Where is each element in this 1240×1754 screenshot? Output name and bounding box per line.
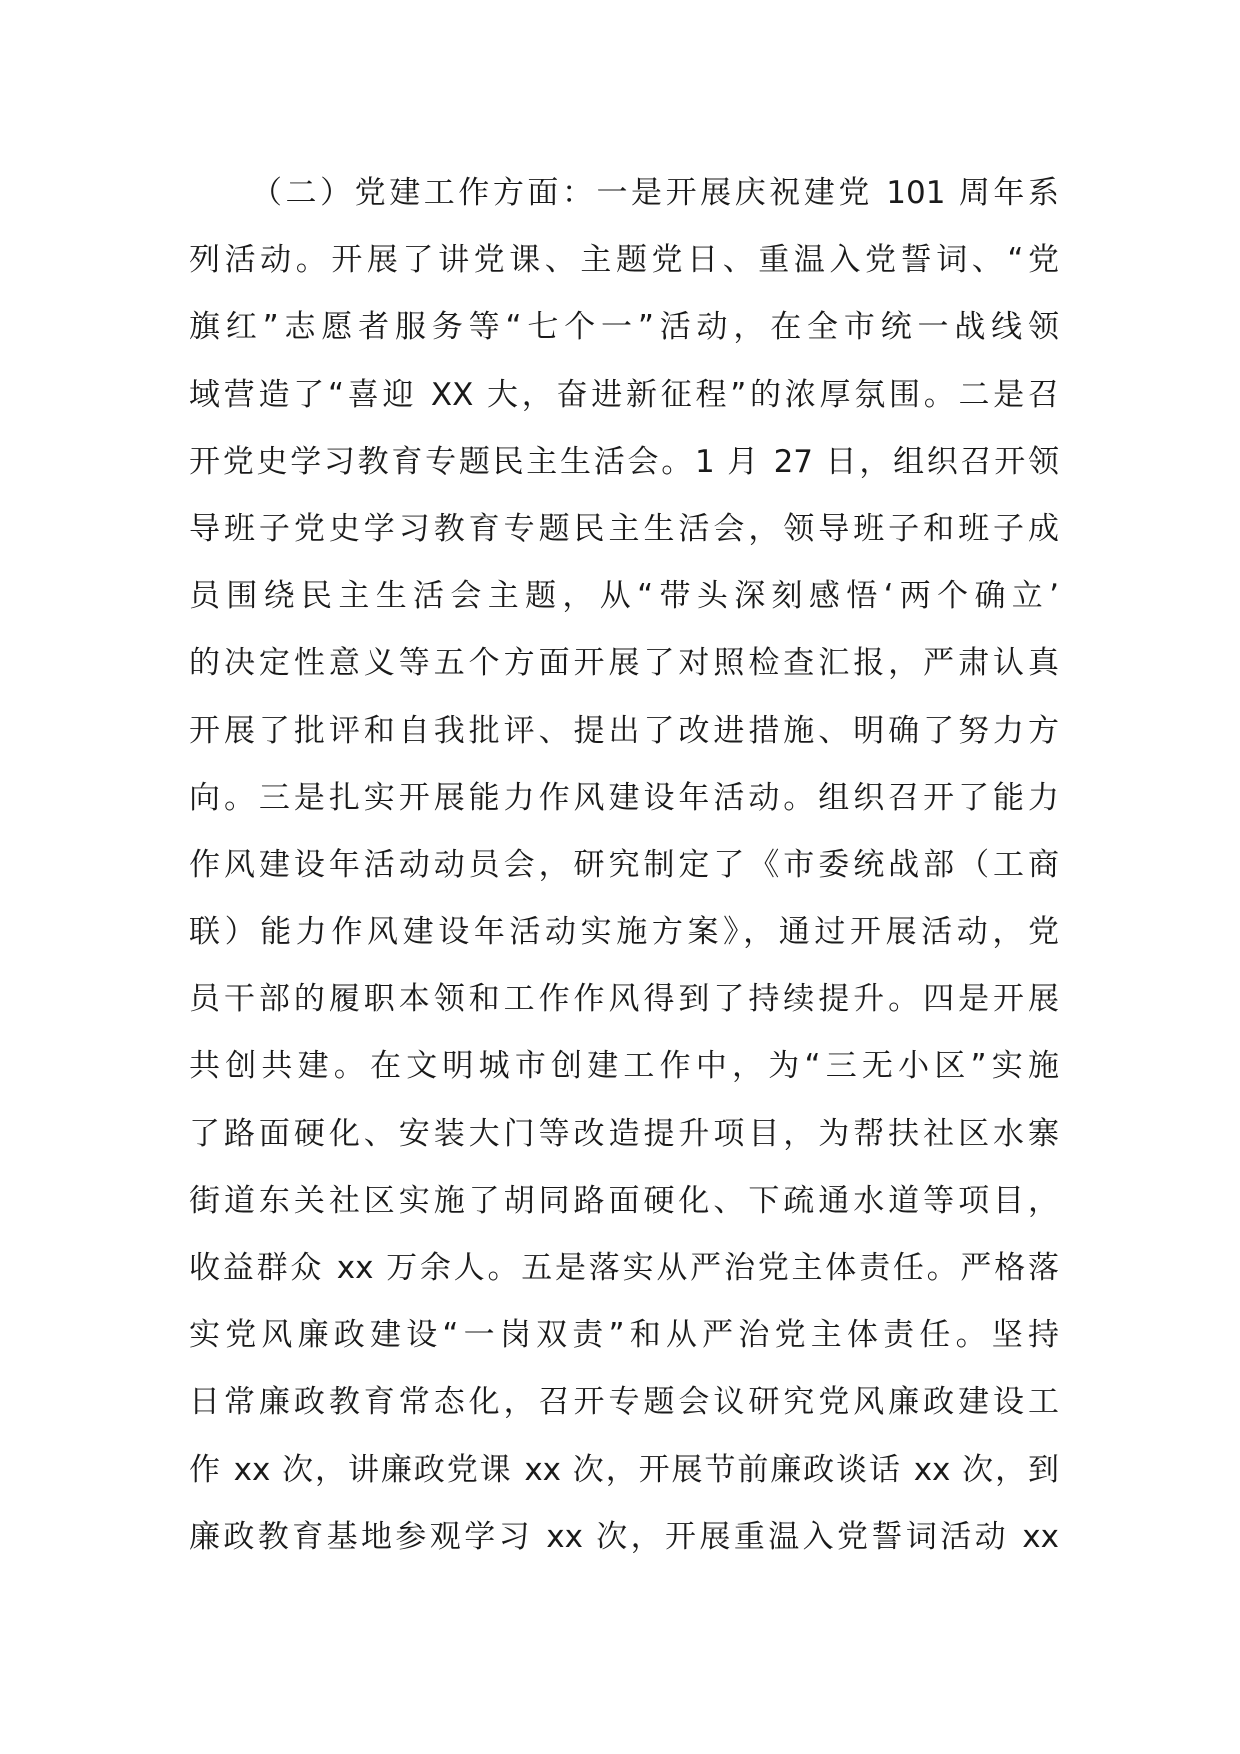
text-line: 员围绕民主生活会主题，从“带头深刻感悟‘两个确立’ — [189, 578, 1059, 615]
text-line: 的决定性意义等五个方面开展了对照检查汇报，严肃认真 — [189, 645, 1059, 682]
text-line: 收益群众 xx 万余人。五是落实从严治党主体责任。严格落 — [189, 1250, 1059, 1286]
text-line: 廉政教育基地参观学习 xx 次，开展重温入党誓词活动 xx — [189, 1518, 1059, 1555]
text-line: 联）能力作风建设年活动实施方案》，通过开展活动，党 — [189, 914, 1059, 951]
text-line: （二）党建工作方面：一是开展庆祝建党 101 周年系 — [251, 175, 1059, 211]
text-line: 导班子党史学习教育专题民主生活会，领导班子和班子成 — [189, 510, 1059, 547]
text-line: 作风建设年活动动员会，研究制定了《市委统战部（工商 — [189, 846, 1059, 883]
text-line: 旗红”志愿者服务等“七个一”活动，在全市统一战线领 — [189, 309, 1059, 346]
text-line: 日常廉政教育常态化，召开专题会议研究党风廉政建设工 — [189, 1384, 1059, 1421]
text-line: 共创共建。在文明城市创建工作中，为“三无小区”实施 — [189, 1048, 1059, 1085]
text-line: 向。三是扎实开展能力作风建设年活动。组织召开了能力 — [189, 779, 1059, 816]
text-line: 街道东关社区实施了胡同路面硬化、下疏通水道等项目， — [189, 1182, 1059, 1219]
text-line: 域营造了“喜迎 XX 大，奋进新征程”的浓厚氛围。二是召 — [189, 376, 1059, 413]
text-line: 了路面硬化、安装大门等改造提升项目，为帮扶社区水寨 — [189, 1115, 1059, 1152]
body-paragraph — [189, 160, 1059, 1571]
text-line: 员干部的履职本领和工作作风得到了持续提升。四是开展 — [189, 981, 1059, 1018]
text-line: 实党风廉政建设“一岗双责”和从严治党主体责任。坚持 — [189, 1317, 1059, 1354]
text-line: 开党史学习教育专题民主生活会。1 月 27 日，组织召开领 — [189, 443, 1059, 480]
text-line: 作 xx 次，讲廉政党课 xx 次，开展节前廉政谈话 xx 次，到 — [189, 1451, 1059, 1488]
text-line: 列活动。开展了讲党课、主题党日、重温入党誓词、“党 — [189, 242, 1059, 279]
text-line: 开展了批评和自我批评、提出了改进措施、明确了努力方 — [189, 712, 1059, 749]
